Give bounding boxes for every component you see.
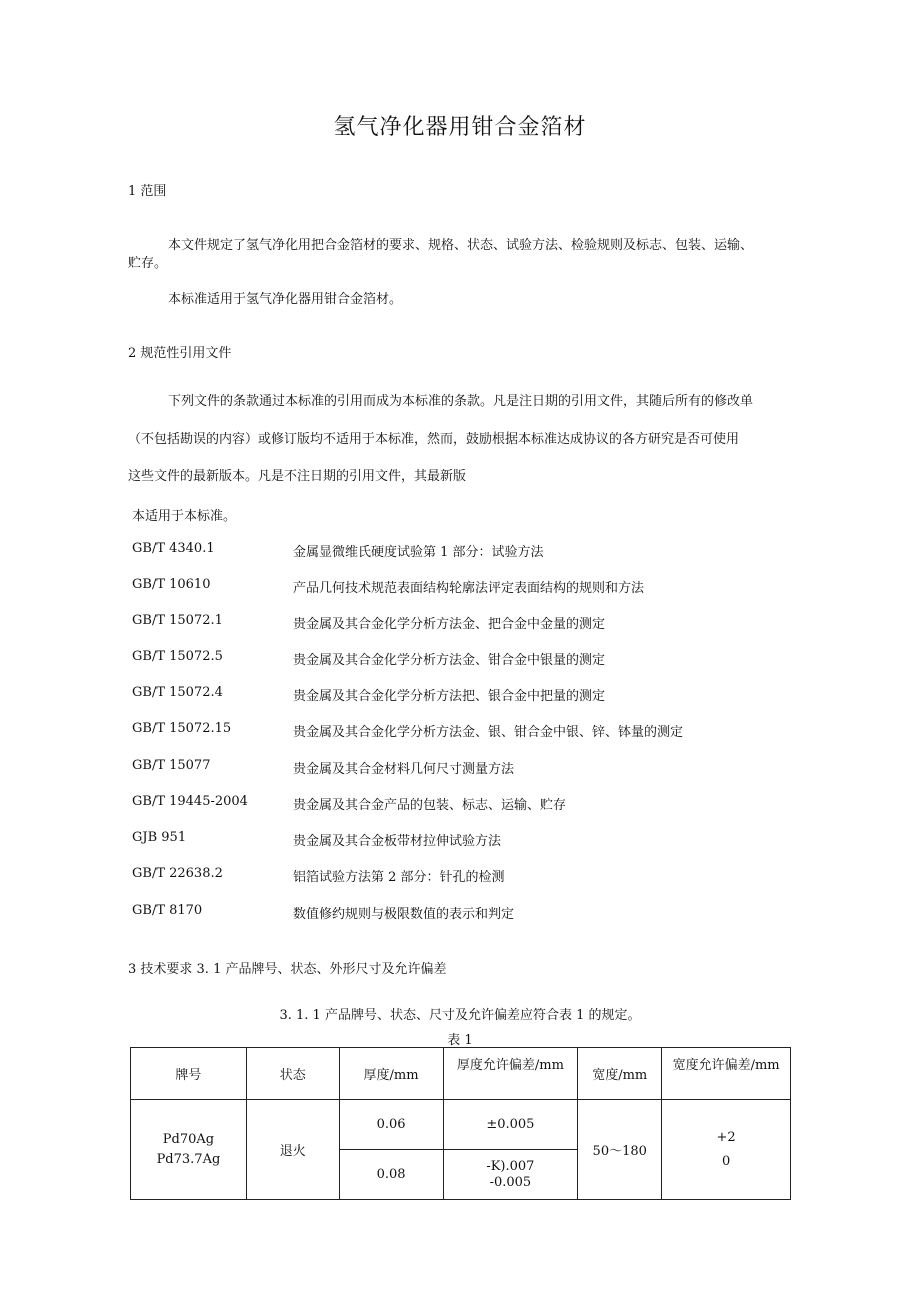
section-3-heading: 3 技术要求 3. 1 产品牌号、状态、外形尺寸及允许偏差	[128, 962, 447, 977]
reference-title: 数值修约规则与极限数值的表示和判定	[293, 907, 515, 922]
header-width: 宽度/mm	[578, 1048, 662, 1100]
section-1-paragraph-1-continued: 贮存。	[128, 256, 168, 271]
reference-title: 铝箔试验方法第 2 部分：针孔的检测	[293, 870, 505, 885]
reference-title: 贵金属及其合金化学分析方法把、银合金中把量的测定	[293, 689, 606, 704]
reference-title: 贵金属及其合金产品的包装、标志、运输、贮存	[293, 798, 567, 813]
reference-code: GB/T 15072.5	[132, 649, 223, 664]
reference-title: 贵金属及其合金材料几何尺寸测量方法	[293, 762, 515, 777]
reference-code: GB/T 8170	[132, 903, 203, 918]
clause-3-1-1: 3. 1. 1 产品牌号、状态、尺寸及允许偏差应符合表 1 的规定。	[279, 1008, 641, 1023]
section-1-heading: 1 范围	[128, 184, 167, 199]
reference-code: GB/T 10610	[132, 577, 211, 592]
reference-code: GB/T 15077	[132, 758, 211, 773]
section-1-paragraph-2: 本标准适用于氢气净化器用钳合金箔材。	[168, 292, 403, 307]
reference-title: 贵金属及其合金板带材拉伸试验方法	[293, 834, 502, 849]
thickness-tolerance-upper: -K).007	[486, 1158, 535, 1174]
section-2-intro-line-2: （不包括勘误的内容）或修订版均不适用于本标准，然而，鼓励根据本标准达成协议的各方研究是否可使用	[128, 432, 740, 447]
width-cell: 50～180	[578, 1100, 662, 1200]
thickness-tolerance-cell	[443, 1150, 578, 1200]
spec-table	[130, 1047, 791, 1200]
width-tolerance-cell	[662, 1100, 791, 1200]
section-2-intro-line-1: 下列文件的条款通过本标准的引用而成为本标准的条款。凡是注日期的引用文件，其随后所有的修改单	[168, 394, 754, 409]
table-row	[131, 1100, 791, 1150]
section-1-paragraph-1: 本文件规定了氢气净化用把合金箔材的要求、规格、状态、试验方法、检验规则及标志、包装、运输、	[168, 238, 754, 253]
document-title: 氢气净化器用钳合金箔材	[333, 115, 587, 140]
reference-code: GB/T 15072.1	[132, 613, 223, 628]
table-caption: 表 1	[447, 1033, 473, 1048]
header-thickness: 厚度/mm	[339, 1048, 443, 1100]
header-grade: 牌号	[131, 1048, 247, 1100]
reference-title: 贵金属及其合金化学分析方法金、把合金中金量的测定	[293, 617, 606, 632]
reference-title: 贵金属及其合金化学分析方法金、钳合金中银量的测定	[293, 653, 606, 668]
thickness-tolerance-cell: ±0.005	[443, 1100, 578, 1150]
width-tolerance-upper: +2	[716, 1129, 736, 1145]
reference-code: GB/T 4340.1	[132, 541, 215, 556]
thickness-cell: 0.06	[339, 1100, 443, 1150]
reference-title: 产品几何技术规范表面结构轮廓法评定表面结构的规则和方法	[293, 581, 645, 596]
section-2-intro-line-3: 这些文件的最新版本。凡是不注日期的引用文件，其最新版	[128, 469, 467, 484]
reference-code: GB/T 15072.15	[132, 721, 232, 736]
reference-code: GJB 951	[132, 830, 187, 845]
reference-code: GB/T 19445-2004	[132, 794, 248, 809]
header-state: 状态	[246, 1048, 339, 1100]
width-tolerance-lower: 0	[721, 1153, 731, 1169]
thickness-cell: 0.08	[339, 1150, 443, 1200]
grade-value: Pd70Ag	[162, 1131, 215, 1147]
header-width-tolerance: 宽度允许偏差/mm	[662, 1048, 791, 1100]
state-cell: 退火	[246, 1100, 339, 1200]
reference-code: GB/T 22638.2	[132, 866, 223, 881]
header-thickness-tolerance: 厚度允许偏差/mm	[443, 1048, 578, 1100]
section-2-heading: 2 规范性引用文件	[128, 346, 232, 361]
reference-title: 贵金属及其合金化学分析方法金、银、钳合金中银、锌、钵量的测定	[293, 725, 684, 740]
reference-title: 金属显微维氏硬度试验第 1 部分：试验方法	[293, 545, 544, 560]
grade-cell	[131, 1100, 247, 1200]
reference-code: GB/T 15072.4	[132, 685, 223, 700]
thickness-tolerance-lower: -0.005	[489, 1174, 532, 1190]
section-2-intro-line-4: 本适用于本标准。	[132, 509, 237, 524]
grade-value: Pd73.7Ag	[156, 1151, 221, 1167]
table-header-row	[131, 1048, 791, 1100]
